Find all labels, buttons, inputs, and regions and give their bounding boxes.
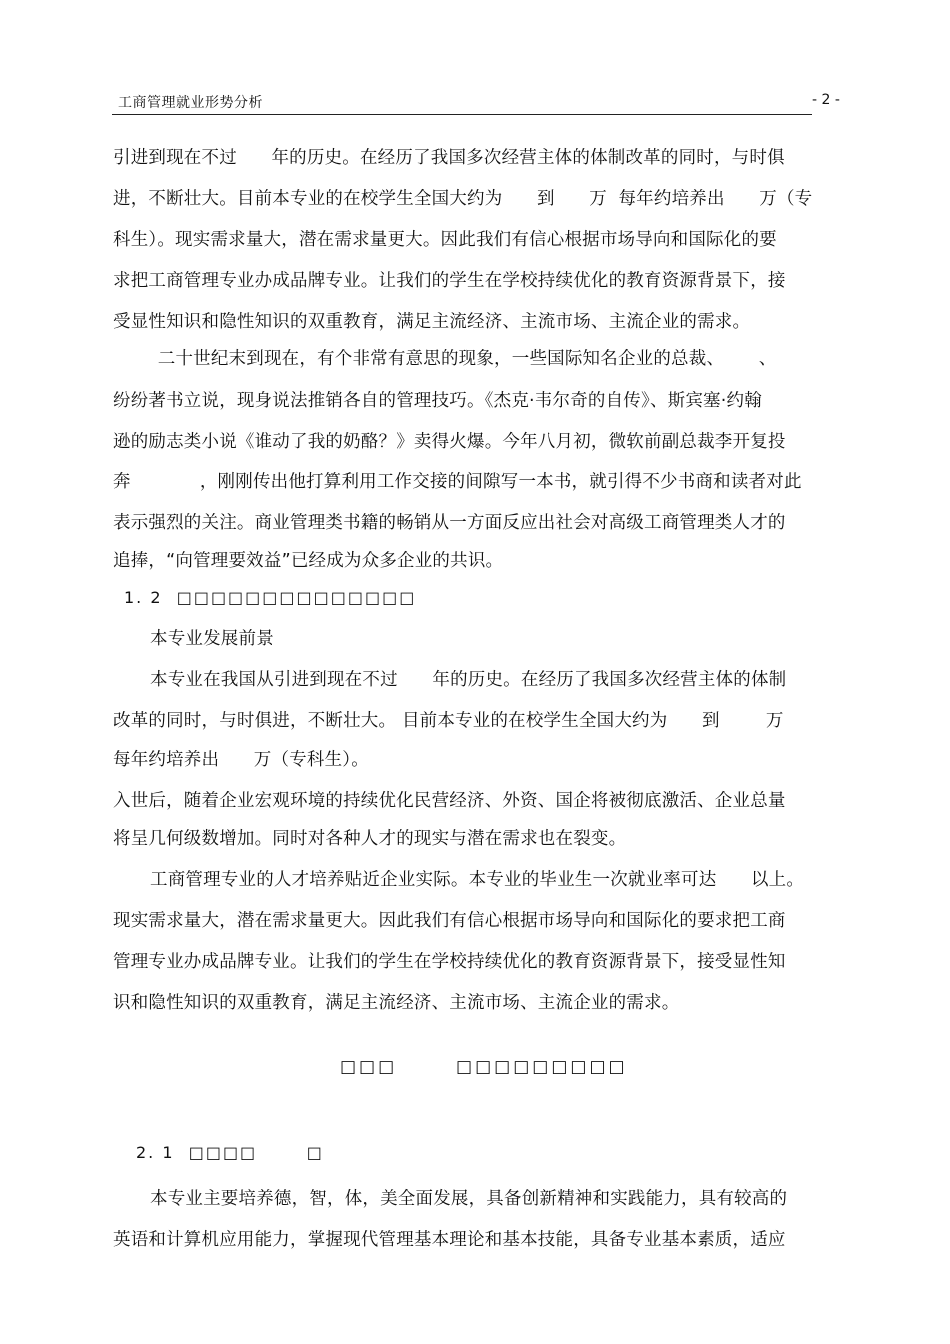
paragraph-line: 将呈几何级数增加。同时对各种人才的现实与潜在需求也在裂变。 [113, 829, 627, 849]
paragraph-line: 每年约培养出 万（专科生）。 [113, 750, 369, 770]
paragraph-line: 受显性知识和隐性知识的双重教育，满足主流经济、主流市场、主流企业的需求。 [113, 312, 751, 332]
sub-heading: 本专业发展前景 [150, 629, 274, 649]
page-number: - 2 - [812, 92, 840, 108]
chapter-title: □□□ □□□□□□□□□ [340, 1057, 628, 1077]
section-heading: 1. 2 □□□□□□□□□□□□□□ [124, 588, 417, 607]
section-heading: 2. 1 □□□□ □ [136, 1143, 324, 1162]
paragraph-line: 入世后，随着企业宏观环境的持续优化民营经济、外资、国企将被彻底激活、企业总量 [113, 791, 786, 811]
paragraph-line: 引进到现在不过 年的历史。在经历了我国多次经营主体的体制改革的同时，与时俱 [113, 148, 785, 168]
paragraph-line: 纷纷著书立说，现身说法推销各自的管理技巧。《杰克·韦尔奇的自传》、斯宾塞·约翰 [113, 391, 762, 411]
paragraph-line: 科生）。现实需求量大，潜在需求量更大。因此我们有信心根据市场导向和国际化的要 [113, 230, 777, 250]
running-header-title: 工商管理就业形势分析 [118, 95, 263, 111]
paragraph-line: 英语和计算机应用能力，掌握现代管理基本理论和基本技能，具备专业基本素质，适应 [113, 1230, 786, 1250]
header-rule [112, 114, 812, 115]
paragraph-line: 识和隐性知识的双重教育，满足主流经济、主流市场、主流企业的需求。 [113, 993, 680, 1013]
paragraph-line: 改革的同时，与时俱进，不断壮大。 目前本专业的在校学生全国大约为 到 万 [113, 711, 784, 731]
paragraph-line: 二十世纪末到现在，有个非常有意思的现象，一些国际知名企业的总裁、 、 [152, 349, 777, 369]
paragraph-line: 求把工商管理专业办成品牌专业。让我们的学生在学校持续优化的教育资源背景下，接 [113, 271, 786, 291]
paragraph-line: 现实需求量大，潜在需求量更大。因此我们有信心根据市场导向和国际化的要求把工商 [113, 911, 786, 931]
paragraph-line: 追捧，“向管理要效益”已经成为众多企业的共识。 [113, 551, 504, 571]
paragraph-line: 本专业在我国从引进到现在不过 年的历史。在经历了我国多次经营主体的体制 [150, 670, 787, 690]
paragraph-line: 进，不断壮大。目前本专业的在校学生全国大约为 到 万 每年约培养出 万（专 [113, 189, 813, 209]
paragraph-line: 逊的励志类小说《谁动了我的奶酪？》卖得火爆。今年八月初，微软前副总裁李开复投 [113, 432, 786, 452]
paragraph-line: 本专业主要培养德，智，体，美全面发展，具备创新精神和实践能力，具有较高的 [150, 1189, 788, 1209]
paragraph-line: 表示强烈的关注。商业管理类书籍的畅销从一方面反应出社会对高级工商管理类人才的 [113, 513, 786, 533]
paragraph-line: 管理专业办成品牌专业。让我们的学生在学校持续优化的教育资源背景下，接受显性知 [113, 952, 786, 972]
paragraph-line: 奔 ，刚刚传出他打算利用工作交接的间隙写一本书，就引得不少书商和读者对此 [113, 472, 802, 492]
paragraph-line: 工商管理专业的人才培养贴近企业实际。本专业的毕业生一次就业率可达 以上。 [150, 870, 805, 890]
